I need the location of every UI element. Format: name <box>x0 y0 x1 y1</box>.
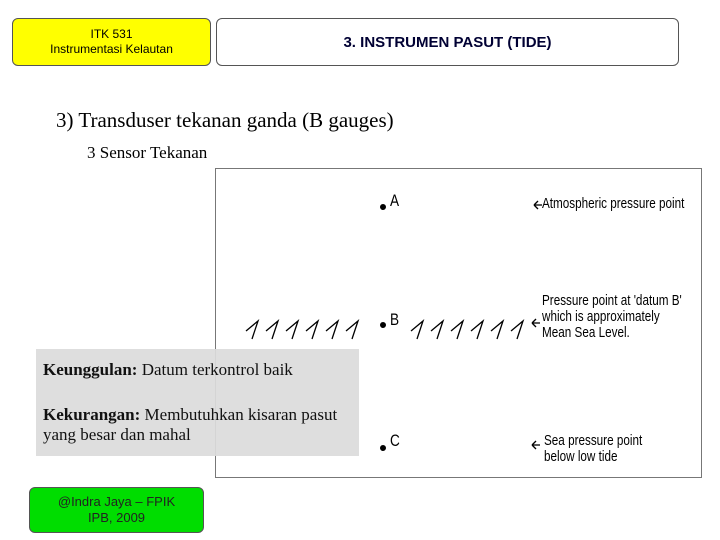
section-subheading: 3 Sensor Tekanan <box>87 143 208 162</box>
course-box <box>12 18 211 66</box>
atmospheric-point-label: Atmospheric pressure point <box>542 195 685 212</box>
pros-cons-box <box>36 349 359 456</box>
section-heading: 3) Transduser tekanan ganda (B gauges) <box>56 108 394 132</box>
sea-pressure-line-2: below low tide <box>544 448 618 465</box>
arrow-c <box>532 441 540 449</box>
author-footer <box>29 487 204 533</box>
sensor-a-dot <box>380 204 386 210</box>
arrow-b <box>532 319 540 327</box>
datum-b-label <box>542 293 682 341</box>
arrow-a <box>534 201 542 209</box>
author-line: @Indra Jaya – FPIK <box>57 494 176 509</box>
advantage-value: Datum terkontrol baik <box>137 360 293 379</box>
water-surface-right <box>411 321 523 339</box>
disadvantage-label: Kekurangan: <box>43 405 141 424</box>
slide-title: 3. INSTRUMEN PASUT (TIDE) <box>343 33 552 51</box>
sensor-a-label: A <box>390 191 400 210</box>
water-surface-left <box>246 321 358 339</box>
sea-pressure-label <box>544 433 642 465</box>
sensor-c-dot <box>380 445 386 451</box>
sensor-b-label: B <box>390 310 400 329</box>
datum-b-line-2: which is approximately <box>542 308 660 325</box>
sea-pressure-line-1: Sea pressure point <box>544 432 643 449</box>
institution-line: IPB, 2009 <box>87 510 146 525</box>
sensor-b-dot <box>380 322 386 328</box>
slide-title-box <box>216 18 679 66</box>
advantage-label: Keunggulan: <box>43 360 138 379</box>
course-code: ITK 531 <box>90 27 133 41</box>
course-name: Instrumentasi Kelautan <box>50 42 173 56</box>
disadvantage-value: Membutuhkan kisaran pasut yang besar dan mahal <box>43 405 338 444</box>
datum-b-line-3: Mean Sea Level. <box>542 324 630 341</box>
sensor-c-label: C <box>390 431 400 450</box>
advantage-text <box>43 360 293 380</box>
datum-b-line-1: Pressure point at 'datum B' <box>542 292 682 309</box>
disadvantage-text <box>43 405 358 445</box>
